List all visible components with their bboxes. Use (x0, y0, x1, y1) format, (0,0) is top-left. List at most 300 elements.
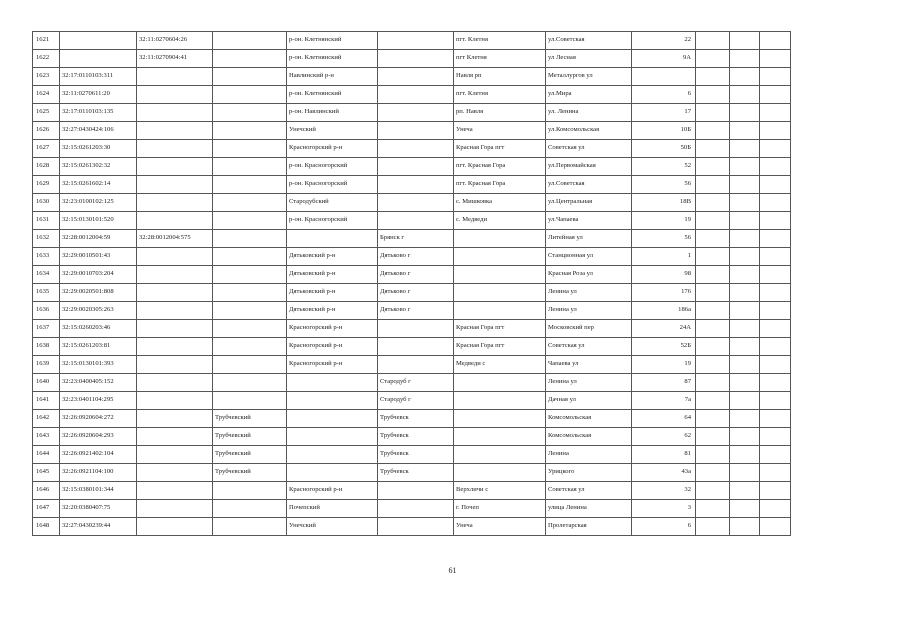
settlement-cell: Красная Гора пгт (454, 338, 546, 356)
street-cell: ул.Первомайская (546, 158, 632, 176)
extra-col-1 (696, 482, 730, 500)
extra-col-2 (730, 320, 760, 338)
house-number: 81 (632, 446, 696, 464)
settlement-cell: пгт. Клетня (454, 86, 546, 104)
settlement-cell: Верхличи с (454, 482, 546, 500)
old-cadastral-number (137, 158, 213, 176)
district-cell (213, 500, 287, 518)
extra-col-3 (760, 68, 791, 86)
old-cadastral-number (137, 518, 213, 536)
extra-col-1 (696, 266, 730, 284)
city-cell (378, 482, 454, 500)
extra-col-2 (730, 428, 760, 446)
old-cadastral-number (137, 320, 213, 338)
extra-col-2 (730, 338, 760, 356)
table-row (33, 410, 791, 428)
settlement-cell (454, 230, 546, 248)
house-number: 52Б (632, 338, 696, 356)
street-cell: ул.Советская (546, 176, 632, 194)
region-cell: р-он. Клетнянский (287, 32, 378, 50)
cadastral-number: 32:17:0110103:311 (60, 68, 137, 86)
old-cadastral-number (137, 248, 213, 266)
extra-col-2 (730, 284, 760, 302)
city-cell: Дятьково г (378, 248, 454, 266)
row-index: 1631 (33, 212, 60, 230)
house-number: 19 (632, 356, 696, 374)
region-cell (287, 446, 378, 464)
table-row (33, 50, 791, 68)
extra-col-1 (696, 86, 730, 104)
city-cell (378, 140, 454, 158)
extra-col-1 (696, 140, 730, 158)
district-cell: Трубчевский (213, 446, 287, 464)
extra-col-1 (696, 500, 730, 518)
settlement-cell: пгт. Клетня (454, 32, 546, 50)
cadastral-number: 32:28:0012004:59 (60, 230, 137, 248)
settlement-cell: Красная Гора пгт (454, 320, 546, 338)
settlement-cell (454, 428, 546, 446)
region-cell: р-он. Красногорский (287, 212, 378, 230)
street-cell: ул.Мира (546, 86, 632, 104)
extra-col-3 (760, 428, 791, 446)
house-number: 43а (632, 464, 696, 482)
old-cadastral-number (137, 194, 213, 212)
settlement-cell: рп. Навля (454, 104, 546, 122)
old-cadastral-number: 32:11:0270904:41 (137, 50, 213, 68)
row-index: 1643 (33, 428, 60, 446)
city-cell: Брянск г (378, 230, 454, 248)
region-cell (287, 374, 378, 392)
extra-col-1 (696, 446, 730, 464)
old-cadastral-number (137, 338, 213, 356)
house-number: 1 (632, 248, 696, 266)
cadastral-number: 32:11:0270611:20 (60, 86, 137, 104)
row-index: 1648 (33, 518, 60, 536)
extra-col-1 (696, 32, 730, 50)
house-number: 52 (632, 158, 696, 176)
row-index: 1629 (33, 176, 60, 194)
house-number: 3 (632, 500, 696, 518)
old-cadastral-number (137, 122, 213, 140)
row-index: 1638 (33, 338, 60, 356)
extra-col-2 (730, 302, 760, 320)
street-cell: Урицкого (546, 464, 632, 482)
settlement-cell: пгт. Красная Гора (454, 158, 546, 176)
extra-col-3 (760, 284, 791, 302)
old-cadastral-number (137, 446, 213, 464)
street-cell: ул.Комсомольская (546, 122, 632, 140)
extra-col-2 (730, 518, 760, 536)
settlement-cell: Унеча (454, 518, 546, 536)
cadastral-number: 32:15:0380101:344 (60, 482, 137, 500)
extra-col-1 (696, 392, 730, 410)
region-cell (287, 428, 378, 446)
row-index: 1632 (33, 230, 60, 248)
extra-col-1 (696, 428, 730, 446)
cadastral-number: 32:23:0100102:125 (60, 194, 137, 212)
district-cell (213, 302, 287, 320)
cadastral-number: 32:26:0921104:100 (60, 464, 137, 482)
row-index: 1646 (33, 482, 60, 500)
cadastral-number: 32:15:0130101:393 (60, 356, 137, 374)
region-cell: Навлинский р-н (287, 68, 378, 86)
old-cadastral-number (137, 374, 213, 392)
old-cadastral-number (137, 104, 213, 122)
old-cadastral-number (137, 212, 213, 230)
extra-col-1 (696, 122, 730, 140)
city-cell (378, 338, 454, 356)
settlement-cell (454, 266, 546, 284)
street-cell: Красная Роза ул (546, 266, 632, 284)
district-cell (213, 50, 287, 68)
table-row (33, 158, 791, 176)
table-row (33, 68, 791, 86)
extra-col-3 (760, 104, 791, 122)
cadastral-number: 32:26:0920604:293 (60, 428, 137, 446)
house-number: 6 (632, 86, 696, 104)
house-number: 18В (632, 194, 696, 212)
extra-col-2 (730, 212, 760, 230)
extra-col-3 (760, 212, 791, 230)
city-cell (378, 86, 454, 104)
extra-col-2 (730, 392, 760, 410)
cadastral-number: 32:20:0380407:75 (60, 500, 137, 518)
city-cell: Стародуб г (378, 392, 454, 410)
extra-col-2 (730, 266, 760, 284)
row-index: 1628 (33, 158, 60, 176)
district-cell: Трубчевский (213, 410, 287, 428)
extra-col-1 (696, 320, 730, 338)
extra-col-1 (696, 176, 730, 194)
table-row (33, 302, 791, 320)
street-cell: Ленина (546, 446, 632, 464)
city-cell: Стародуб г (378, 374, 454, 392)
street-cell: Комсомольская (546, 428, 632, 446)
table-row (33, 482, 791, 500)
extra-col-2 (730, 194, 760, 212)
region-cell: Красногорский р-н (287, 482, 378, 500)
extra-col-1 (696, 374, 730, 392)
city-cell (378, 500, 454, 518)
table-row (33, 518, 791, 536)
cadastral-number (60, 32, 137, 50)
street-cell: ул. Ленина (546, 104, 632, 122)
street-cell: Литейная ул (546, 230, 632, 248)
extra-col-2 (730, 158, 760, 176)
register-rows (33, 32, 791, 536)
extra-col-1 (696, 230, 730, 248)
extra-col-2 (730, 482, 760, 500)
district-cell (213, 68, 287, 86)
extra-col-1 (696, 68, 730, 86)
district-cell (213, 374, 287, 392)
extra-col-1 (696, 518, 730, 536)
settlement-cell (454, 248, 546, 266)
district-cell (213, 248, 287, 266)
extra-col-2 (730, 374, 760, 392)
row-index: 1640 (33, 374, 60, 392)
table-row (33, 194, 791, 212)
cadastral-number: 32:15:0261302:32 (60, 158, 137, 176)
old-cadastral-number (137, 266, 213, 284)
extra-col-3 (760, 266, 791, 284)
extra-col-1 (696, 248, 730, 266)
table-row (33, 140, 791, 158)
settlement-cell: с. Мишковка (454, 194, 546, 212)
house-number: 56 (632, 176, 696, 194)
street-cell: Станционная ул (546, 248, 632, 266)
extra-col-2 (730, 140, 760, 158)
cadastral-number: 32:15:0261203:30 (60, 140, 137, 158)
cadastral-number: 32:15:0130101:520 (60, 212, 137, 230)
region-cell: Стародубский (287, 194, 378, 212)
old-cadastral-number (137, 86, 213, 104)
settlement-cell: Унеча (454, 122, 546, 140)
cadastral-number: 32:15:0260203:46 (60, 320, 137, 338)
settlement-cell: пгт Клетня (454, 50, 546, 68)
region-cell: Почепский (287, 500, 378, 518)
district-cell (213, 518, 287, 536)
house-number: 19 (632, 212, 696, 230)
extra-col-2 (730, 32, 760, 50)
street-cell: Советская ул (546, 338, 632, 356)
settlement-cell: с. Медведи (454, 212, 546, 230)
row-index: 1633 (33, 248, 60, 266)
region-cell: Красногорский р-н (287, 338, 378, 356)
district-cell: Трубчевский (213, 428, 287, 446)
extra-col-3 (760, 122, 791, 140)
table-row (33, 428, 791, 446)
region-cell: Дятьковский р-н (287, 248, 378, 266)
settlement-cell (454, 410, 546, 428)
extra-col-3 (760, 320, 791, 338)
extra-col-3 (760, 410, 791, 428)
street-cell: Комсомольская (546, 410, 632, 428)
district-cell (213, 266, 287, 284)
extra-col-3 (760, 338, 791, 356)
extra-col-1 (696, 302, 730, 320)
street-cell: ул.Центральная (546, 194, 632, 212)
table-row (33, 212, 791, 230)
house-number (632, 68, 696, 86)
extra-col-2 (730, 500, 760, 518)
page-number: 61 (448, 566, 457, 575)
extra-col-3 (760, 392, 791, 410)
district-cell (213, 122, 287, 140)
city-cell: Трубчевск (378, 446, 454, 464)
city-cell (378, 212, 454, 230)
region-cell: Красногорский р-н (287, 356, 378, 374)
table-row (33, 248, 791, 266)
old-cadastral-number (137, 176, 213, 194)
row-index: 1639 (33, 356, 60, 374)
city-cell: Трубчевск (378, 410, 454, 428)
extra-col-3 (760, 86, 791, 104)
row-index: 1634 (33, 266, 60, 284)
cadastral-number (60, 50, 137, 68)
row-index: 1627 (33, 140, 60, 158)
extra-col-2 (730, 104, 760, 122)
row-index: 1645 (33, 464, 60, 482)
old-cadastral-number (137, 284, 213, 302)
district-cell (213, 338, 287, 356)
table-row (33, 338, 791, 356)
old-cadastral-number: 32:28:0012004:575 (137, 230, 213, 248)
table-row (33, 320, 791, 338)
city-cell (378, 356, 454, 374)
settlement-cell (454, 392, 546, 410)
extra-col-3 (760, 302, 791, 320)
extra-col-2 (730, 464, 760, 482)
cadastral-number: 32:27:0430424:106 (60, 122, 137, 140)
region-cell: р-он. Красногорский (287, 158, 378, 176)
district-cell (213, 212, 287, 230)
row-index: 1637 (33, 320, 60, 338)
cadastral-number: 32:15:0261203:81 (60, 338, 137, 356)
region-cell: р-он. Клетнянский (287, 50, 378, 68)
region-cell (287, 392, 378, 410)
region-cell: Унечский (287, 518, 378, 536)
street-cell: ул.Чапаева (546, 212, 632, 230)
district-cell (213, 356, 287, 374)
table-row (33, 230, 791, 248)
district-cell (213, 230, 287, 248)
extra-col-3 (760, 518, 791, 536)
extra-col-3 (760, 230, 791, 248)
old-cadastral-number (137, 140, 213, 158)
city-cell (378, 68, 454, 86)
region-cell: Красногорский р-н (287, 320, 378, 338)
city-cell: Дятьково г (378, 266, 454, 284)
region-cell: Дятьковский р-н (287, 266, 378, 284)
extra-col-1 (696, 158, 730, 176)
table-row (33, 32, 791, 50)
district-cell (213, 140, 287, 158)
old-cadastral-number (137, 356, 213, 374)
house-number: 9А (632, 50, 696, 68)
street-cell: ул.Советская (546, 32, 632, 50)
table-row (33, 104, 791, 122)
extra-col-2 (730, 50, 760, 68)
settlement-cell (454, 446, 546, 464)
row-index: 1623 (33, 68, 60, 86)
cadastral-number: 32:15:0261602:14 (60, 176, 137, 194)
row-index: 1622 (33, 50, 60, 68)
extra-col-3 (760, 158, 791, 176)
extra-col-3 (760, 140, 791, 158)
cadastral-number: 32:29:0020305:263 (60, 302, 137, 320)
district-cell (213, 176, 287, 194)
extra-col-2 (730, 68, 760, 86)
extra-col-3 (760, 446, 791, 464)
street-cell: Советская ул (546, 482, 632, 500)
settlement-cell: Медведи с (454, 356, 546, 374)
extra-col-3 (760, 176, 791, 194)
extra-col-3 (760, 482, 791, 500)
old-cadastral-number (137, 392, 213, 410)
cadastral-number: 32:26:0920604:272 (60, 410, 137, 428)
city-cell (378, 158, 454, 176)
extra-col-1 (696, 464, 730, 482)
house-number: 24А (632, 320, 696, 338)
table-row (33, 122, 791, 140)
house-number: 7а (632, 392, 696, 410)
region-cell (287, 464, 378, 482)
city-cell (378, 50, 454, 68)
house-number: 32 (632, 482, 696, 500)
extra-col-3 (760, 374, 791, 392)
region-cell (287, 230, 378, 248)
settlement-cell: г. Почеп (454, 500, 546, 518)
extra-col-3 (760, 50, 791, 68)
extra-col-2 (730, 176, 760, 194)
street-cell: Дачная ул (546, 392, 632, 410)
city-cell: Трубчевск (378, 464, 454, 482)
row-index: 1624 (33, 86, 60, 104)
district-cell (213, 482, 287, 500)
street-cell: Ленина ул (546, 374, 632, 392)
extra-col-1 (696, 104, 730, 122)
table-row (33, 284, 791, 302)
street-cell: Пролетарская (546, 518, 632, 536)
city-cell (378, 176, 454, 194)
row-index: 1621 (33, 32, 60, 50)
house-number: 6 (632, 518, 696, 536)
extra-col-3 (760, 464, 791, 482)
house-number: 22 (632, 32, 696, 50)
old-cadastral-number (137, 68, 213, 86)
extra-col-1 (696, 212, 730, 230)
table-row (33, 86, 791, 104)
extra-col-2 (730, 446, 760, 464)
district-cell (213, 158, 287, 176)
region-cell: Унечский (287, 122, 378, 140)
table-row (33, 446, 791, 464)
district-cell (213, 86, 287, 104)
city-cell (378, 320, 454, 338)
row-index: 1630 (33, 194, 60, 212)
settlement-cell (454, 302, 546, 320)
extra-col-3 (760, 356, 791, 374)
row-index: 1625 (33, 104, 60, 122)
old-cadastral-number (137, 302, 213, 320)
settlement-cell (454, 464, 546, 482)
house-number: 62 (632, 428, 696, 446)
cadastral-number: 32:23:0401104:295 (60, 392, 137, 410)
row-index: 1635 (33, 284, 60, 302)
old-cadastral-number (137, 410, 213, 428)
old-cadastral-number (137, 464, 213, 482)
region-cell: Красногорский р-н (287, 140, 378, 158)
cadastral-number: 32:23:0400405:152 (60, 374, 137, 392)
city-cell (378, 122, 454, 140)
house-number: 10Б (632, 122, 696, 140)
district-cell (213, 104, 287, 122)
house-number: 64 (632, 410, 696, 428)
district-cell (213, 194, 287, 212)
house-number: 17 (632, 104, 696, 122)
old-cadastral-number (137, 500, 213, 518)
city-cell: Дятьково г (378, 284, 454, 302)
extra-col-3 (760, 194, 791, 212)
extra-col-1 (696, 284, 730, 302)
extra-col-3 (760, 32, 791, 50)
region-cell (287, 410, 378, 428)
street-cell: улица Ленина (546, 500, 632, 518)
extra-col-2 (730, 356, 760, 374)
settlement-cell: Навля рп (454, 68, 546, 86)
city-cell (378, 518, 454, 536)
